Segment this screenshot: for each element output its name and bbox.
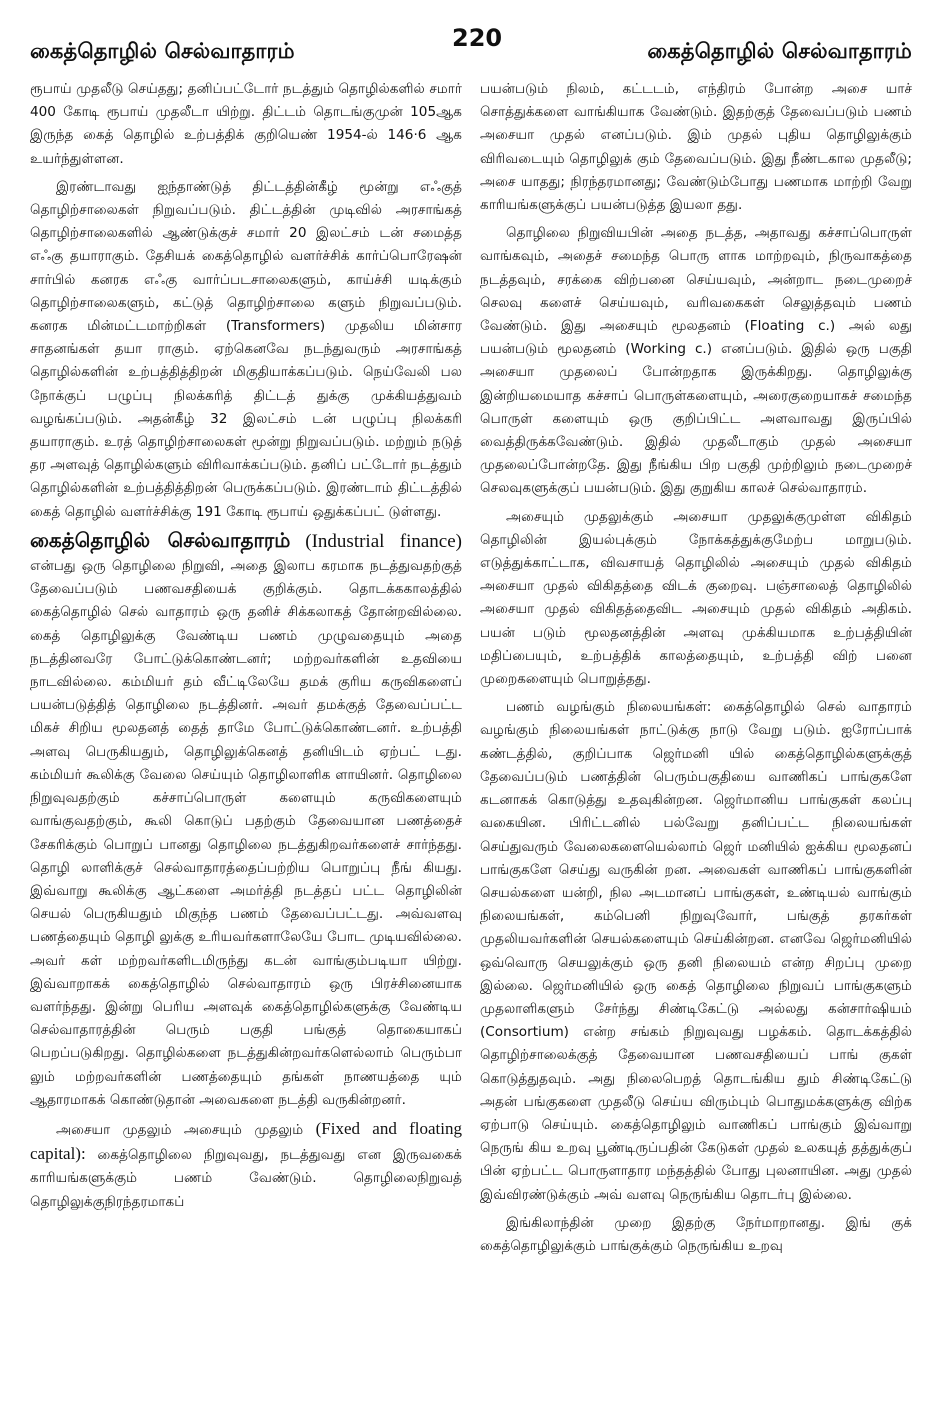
left-column (30, 78, 462, 1263)
paragraph: ரூபாய் முதலீடு செய்தது; தனிப்பட்டோர் நடத்தும் தொழில்களில் சமார் 400 கோடி ரூபாய் முதலீடா யிற்று. திட்டம் தொடங்குமுன் 105ஆக இருந்த கைத் தொழில் உற்பத்திக் குறியெண் 1954-ல் 146·6 ஆக உயர்ந்துள்ளன. (30, 81, 462, 167)
subsection-lead-english: (Fixed and floating capital): (30, 1118, 462, 1164)
running-head-left: கைத்தொழில் செல்வாதாரம் (30, 39, 295, 63)
right-column (480, 78, 912, 1263)
subsection-paragraph: பணம் வழங்கும் நிலையங்கள்: கைத்தொழில் செல் வாதாரம் வழங்கும் நிலையங்கள் நாட்டுக்கு நாடு வேறு படும். ஐரோப்பாக் கண்டத்தில், குறிப்பாக ஜெர்மனி யில் கைத்தொழில்களுக்குத் தேவைப்படும் பணத்தின் பெரும்பகுதியை வாணிகப் பாங்குகளே கடனாகக் கொடுத்து உதவுகின்றன. ஜெர்மானிய பாங்குகள் கலப்பு வகையின. பிரிட்டனில் பல்வேறு தனிப்பட்ட நிலையங்கள் செய்துவரும் வேலைகளையெல்லாம் ஜெர் மனியில் ஐக்கிய மூலதனப் பாங்குகளே செய்து வருகின் றன. அவைகள் வாணிகப் பாங்குகளின் செயல்களை யன்றி, நில அடமானப் பாங்குகள், உண்டியல் வாங்கும் நிலையங்கள், கம்பெனி நிறுவுவோர், பங்குத் தரகர்கள் முதலியவர்களின் செயல்களையும் செய்கின்றன. எனவே ஜெர்மனியில் ஒவ்வொரு செயலுக்கும் ஒரு தனி நிலையம் என்ற சிறப்பு முறை இல்லை. ஜெர்மனியில் ஒரு கைத் தொழிலை நிறுவப் பாங்குகளும் முதலாளிகளும் சேர்ந்து சிண்டிகேட்டு அல்லது கன்சார்ஷியம் (Consortium) என்ற சங்கம் நிறுவுவது பழக்கம். தொடக்கத்தில் தொழிற்சாலைக்குத் தேவையான பணவசதியைப் பாங் குகள் கொடுத்துதவும். அது நிலைபெறத் தொடங்கிய தும் சிண்டிகேட்டு அதன் பங்குகளை முதலீடு செய்ய விரும்பும் பொதுமக்களுக்கு விற்க ஏற்பாடு செய்யும். கைத்தொழிலும் வாணிகப் பாங்கும் இவ்வாறு நெருங் கிய உறவு பூண்டிருப்பதின் கேடுகள் முதல் உலகயுத் தத்துக்குப் பின் ஏற்பட்ட பொருளாதார மந்தத்தில் போது புலனாயின. அது முதல் இவ்விரண்டுக்கும் அவ் வளவு நெருங்கிய தொடர்பு இல்லை. (480, 699, 912, 1203)
paragraph: பயன்படும் நிலம், கட்டடம், எந்திரம் போன்ற அசை யாச் சொத்துக்களை வாங்கியாக வேண்டும். இதற்குத் தேவைப்படும் பணம் அசையா முதல் எனப்படும். இம் முதல் புதிய தொழிலுக்கும் விரிவடையும் தொழிலுக் கும் தேவைப்படும். இது நீண்டகால முதலீடு; அசை யாதது; நிரந்தரமானது; வேண்டும்போது பணமாக மாற்றி வேறு காரியங்களுக்குப் பயன்படுத்த இயலா தது. (480, 81, 912, 214)
article-heading-english: (Industrial finance) (305, 530, 462, 552)
running-head-right: கைத்தொழில் செல்வாதாரம் (647, 39, 912, 63)
paragraph: இங்கிலாந்தின் முறை இதற்கு நேர்மாறானது. இங் குக் கைத்தொழிலுக்கும் பாங்குக்கும் நெருங்கிய உறவு (480, 1214, 912, 1254)
subsection-lead: பணம் வழங்கும் நிலையங்கள்: (506, 699, 712, 716)
article-paragraph: கைத்தொழில் செல்வாதாரம் (Industrial finance) என்பது ஒரு தொழிலை நிறுவி, அதை இலாப கரமாக நடத்துவதற்குத் தேவைப்படும் பணவசதியைக் குறிக்கும். தொடக்ககாலத்தில் கைத்தொழில் செல் வாதாரம் ஒரு தனிச் சிக்கலாகத் தோன்றவில்லை. கைத் தொழிலுக்கு வேண்டிய பணம் முழுவதையும் அதை நடத்தினவரே போட்டுக்கொண்டனர்; மற்றவர்களின் உதவியை நாடவில்லை. கம்மியர் தம் வீட்டிலேயே தமக் குரிய கருவிகளைப் பயன்படுத்தித் தொழிலை நடத்தினர். அவர் தமக்குத் தேவைப்பட்ட மிகச் சிறிய மூலதனத் தைத் தாமே போட்டுக்கொண்டனர். உற்பத்தி அளவு பெருகியதும், தொழிலுக்கெனத் தனியிடம் ஏற்பட் டது. கம்மியர் கூலிக்கு வேலை செய்யும் தொழிலாளிக ளாயினர். தொழிலை நிறுவுவதற்கும் கச்சாப்பொருள் களையும் கருவிகளையும் வாங்குவதற்கும், கூலி கொடுப் பதற்கும் தேவையான பணத்தைச் சேகரிக்கும் பொறுப் பானது தொழிலை நடத்துகிறவர்களைச் சார்ந்தது. தொழி லாளிக்குச் செல்வாதாரத்தைப்பற்றிய பொறுப்பு நீங் கியது. இவ்வாறு கூலிக்கு ஆட்களை அமர்த்தி நடத்தப் பட்ட தொழிலின் செயல் பெருகியதும் மிகுந்த பணம் தேவைப்பட்டது. அவ்வளவு பணத்தையும் தொழி லுக்கு உரியவர்களாலேயே போட முடியவில்லை. அவர் கள் மற்றவர்களிடமிருந்து கடன் வாங்கும்படியா யிற்று. இவ்வாறாகக் கைத்தொழில் செல்வாதாரம் ஒரு பிரச்சினையாக வளர்ந்தது. இன்று பெரிய அளவுக் கைத்தொழில்களுக்கு வேண்டிய செல்வாதாரத்தின் பெரும் பகுதி பங்குத் தொகையாகப் பெறப்படுகிறது. தொழில்களை நடத்துகின்றவர்களெல்லாம் பெரும்பா லும் மற்றவர்களின் பணத்தையும் தங்கள் நாணயத்தை யும் ஆதாரமாகக் கொண்டுதான் அவைகளை நடத்தி வருகின்றனர். (30, 527, 462, 1108)
paragraph: இரண்டாவது ஐந்தாண்டுத் திட்டத்தின்கீழ் மூன்று எஃகுத் தொழிற்சாலைகள் நிறுவப்படும். திட்டத்தின் முடிவில் அரசாங்கத் தொழிற்சாலைகளில் ஆண்டுக்குச் சமார் 20 இலட்சம் டன் சமைத்த எஃகு தயாராகும். தேசியக் கைத்தொழில் வளர்ச்சிக் கார்ப்பொரேஷன் சார்பில் கனரக எஃகு வார்ப்படசாலைகளும், காய்ச்சி யடிக்கும் தொழிற்சாலைகளும், கட்டுத் தொழிற்சாலை களும் நிறுவப்படும். கனரக மின்மட்டமாற்றிகள் (Transformers) முதலிய மின்சார சாதனங்கள் தயா ராகும். ஏற்கெனவே நடந்துவரும் அரசாங்கத் தொழில்களின் உற்பத்தித்திறன் மிகுதியாக்கப்படும். நெய்வேலி பல நோக்குப் பழுப்பு நிலக்கரித் திட்டத் துக்கு முக்கியத்துவம் வழங்கப்படும். அதன்கீழ் 32 இலட்சம் டன் பழுப்பு நிலக்கரி தயாராகும். உரத் தொழிற்சாலைகள் மூன்று நிறுவப்படும். மற்றும் நடுத் தர அளவுத் தொழில்களும் விரிவாக்கப்படும். தனிப் பட்டோர் நடத்தும் தொழில்களின் உற்பத்தித்திறன் பெருக்கப்படும். இரண்டாம் திட்டத்தில் கைத் தொழில் வளர்ச்சிக்கு 191 கோடி ரூபாய் ஒதுக்கப்பட் டுள்ளது. (30, 178, 462, 520)
paragraph: அசையும் முதலுக்கும் அசையா முதலுக்குமுள்ள விகிதம் தொழிலின் இயல்புக்கும் நோக்கத்துக்குமேற்ப மாறுபடும். எடுத்துக்காட்டாக, விவசாயத் தொழிலில் அசையும் முதல் விகிதம் அசையா முதல் விகிதத்தை விடக் குறைவு. பஞ்சாலைத் தொழிலில் அசையா முதல் விகிதத்தைவிட அசையும் முதல் விகிதம் அதிகம். பயன் படும் மூலதனத்தின் அளவு முக்கியமாக உற்பத்தியின் மதிப்பையும், உற்பத்திக் காலத்தையும், உற்பத்தி விற் பனை முறைகளையும் பொறுத்தது. (480, 508, 912, 688)
paragraph: தொழிலை நிறுவியபின் அதை நடத்த, அதாவது கச்சாப்பொருள் வாங்கவும், அதைச் சமைந்த பொரு ளாக மாற்றவும், நிருவாகத்தை நடத்தவும், சரக்கை விற்பனை செய்யவும், அன்றாட நடைமுறைச் செலவு களைச் செய்யவும், வரிவகைகள் செலுத்தவும் பணம் வேண்டும். இது அசையும் மூலதனம் (Floating c.) அல் லது பயன்படும் மூலதனம் (Working c.) எனப்படும். இதில் ஒரு பகுதி அசையா முதலைப் போன்றதாக இருக்கிறது. தொழிலுக்கு இன்றியமையாத கச்சாப் பொருள்களையும், அரைகுறையாகச் சமைந்த பொருள் களையும் ஒரு குறிப்பிட்ட அளவாவது இருப்பில் வைத்திருக்கவேண்டும். இதில் முதலீடாகும் முதல் அசையா முதலைப்போன்றதே. இது நீங்கிய பிற பகுதி முற்றிலும் நடைமுறைச் செலவுகளுக்குப் பயன்படும். இது குறுகிய காலச் செல்வாதாரம். (480, 225, 912, 497)
text-columns (30, 78, 912, 1263)
page-number: 220 (452, 24, 503, 52)
subsection-lead: அசையா முதலும் அசையும் முதலும் (56, 1121, 304, 1138)
subsection-paragraph: அசையா முதலும் அசையும் முதலும் (Fixed and floating capital): கைத்தொழிலை நிறுவுவது, நடத்துவது என இருவகைக் காரியங்களுக்கும் பணம் வேண்டும். தொழிலைநிறுவத் தொழிலுக்குநிரந்தரமாகப் (30, 1118, 462, 1210)
article-heading: கைத்தொழில் செல்வாதாரம் (30, 527, 291, 552)
